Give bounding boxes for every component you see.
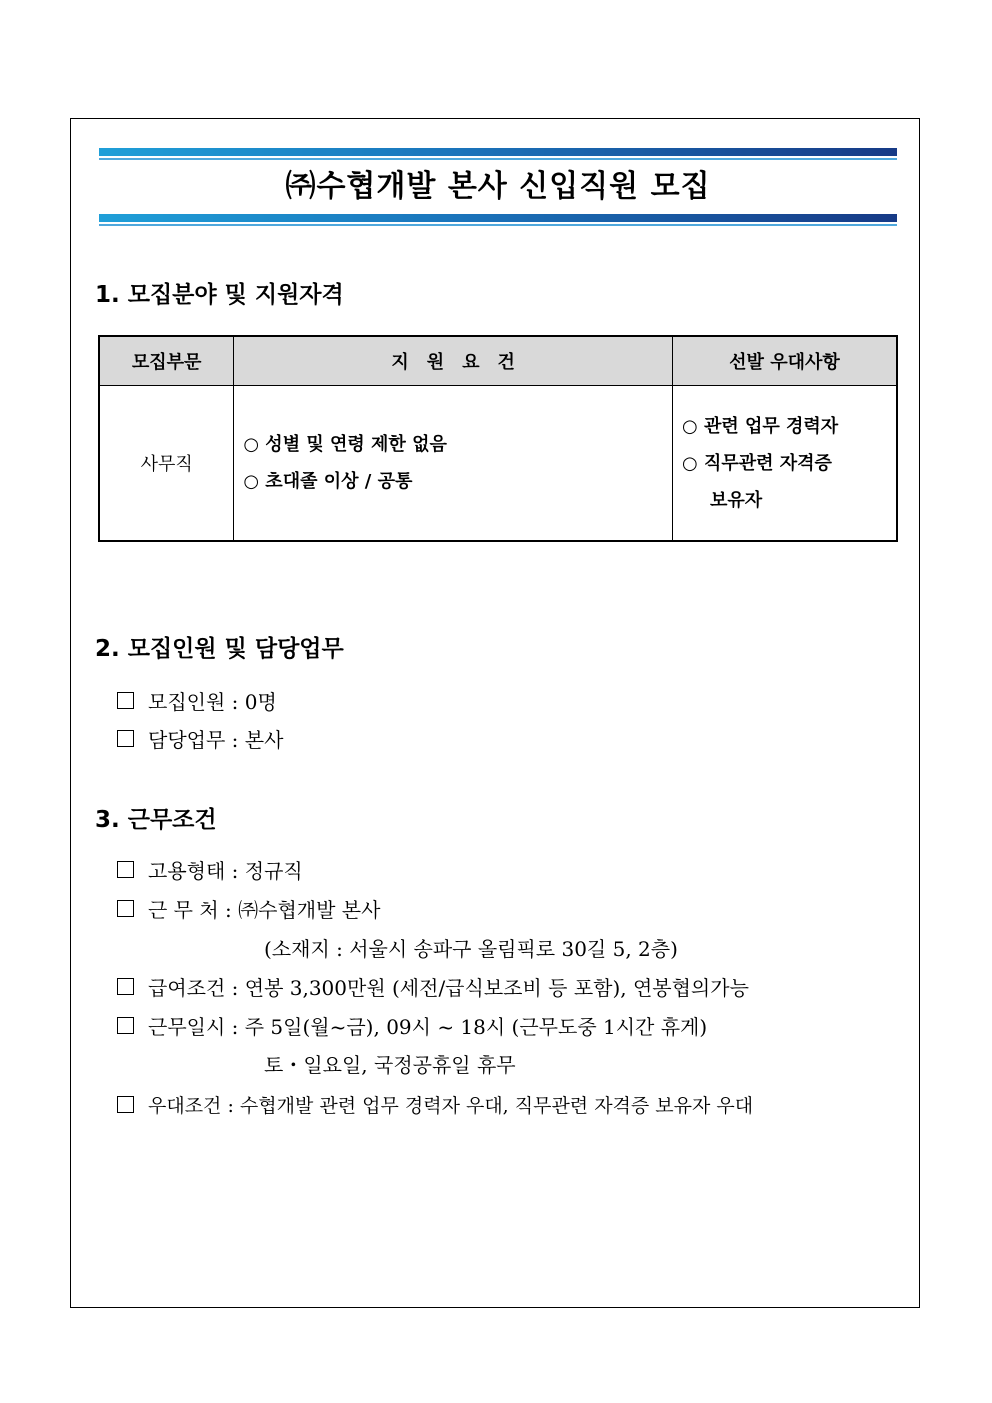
section1-heading: 1. 모집분야 및 지원자격 — [95, 282, 344, 308]
requirements-table — [98, 335, 898, 542]
list-item-continuation: (소재지 : 서울시 송파구 올림픽로 30길 5, 2층) — [264, 937, 678, 961]
list-item — [117, 972, 749, 1001]
title-bottom-bar — [99, 214, 897, 222]
table-header: 선발 우대사항 — [672, 336, 897, 386]
preference-item: ○ 직무관련 자격증 — [681, 452, 832, 474]
item-value: 수협개발 관련 업무 경력자 우대, 직무관련 자격증 보유자 우대 — [239, 1095, 754, 1117]
page-title: ㈜수협개발 본사 신입직원 모집 — [285, 169, 711, 204]
table-header-row — [99, 336, 897, 386]
requirement-item: ○ 초대졸 이상 / 공통 — [243, 471, 413, 492]
item-label: 고용형태 : — [148, 859, 239, 883]
item-value: ㈜수협개발 본사 — [238, 898, 381, 922]
title-top-bar — [99, 148, 897, 156]
table-row — [99, 386, 897, 542]
section3-heading: 3. 근무조건 — [95, 807, 217, 833]
preference-item: 보유자 — [709, 489, 763, 511]
list-item — [117, 855, 303, 884]
item-label: 근무일시 : — [148, 1015, 239, 1039]
list-item — [117, 1011, 707, 1040]
preference-item: ○ 관련 업무 경력자 — [681, 415, 839, 437]
section2-heading: 2. 모집인원 및 담당업무 — [95, 636, 344, 662]
preferences-cell — [672, 386, 897, 542]
item-value: 정규직 — [244, 859, 303, 883]
category-cell: 사무직 — [99, 386, 234, 542]
checkbox-icon — [117, 730, 134, 747]
checkbox-icon — [117, 861, 134, 878]
checkbox-icon — [117, 900, 134, 917]
item-value: 본사 — [244, 728, 284, 752]
requirements-cell — [234, 386, 673, 542]
list-item — [117, 686, 277, 715]
list-item — [117, 724, 283, 753]
item-label: 모집인원 : — [148, 690, 239, 714]
item-label: 우대조건 : — [148, 1095, 234, 1117]
list-item-continuation: 토・일요일, 국정공휴일 휴무 — [264, 1053, 516, 1077]
requirement-item: ○ 성별 및 연령 제한 없음 — [243, 434, 447, 455]
table-header: 모집부문 — [99, 336, 234, 386]
list-item — [117, 894, 380, 923]
title-bottom-thin-bar — [99, 224, 897, 226]
checkbox-icon — [117, 978, 134, 995]
checkbox-icon — [117, 1017, 134, 1034]
item-label: 근 무 처 : — [148, 898, 232, 922]
item-value: 0명 — [244, 690, 277, 714]
checkbox-icon — [117, 1096, 134, 1113]
item-value: 주 5일(월~금), 09시 ~ 18시 (근무도중 1시간 휴게) — [244, 1015, 708, 1039]
item-label: 급여조건 : — [148, 976, 239, 1000]
list-item — [117, 1091, 753, 1118]
checkbox-icon — [117, 692, 134, 709]
item-value: 연봉 3,300만원 (세전/급식보조비 등 포함), 연봉협의가능 — [244, 976, 749, 1000]
table-header: 지 원 요 건 — [234, 336, 673, 386]
title-top-thin-bar — [99, 158, 897, 160]
item-label: 담당업무 : — [148, 728, 239, 752]
